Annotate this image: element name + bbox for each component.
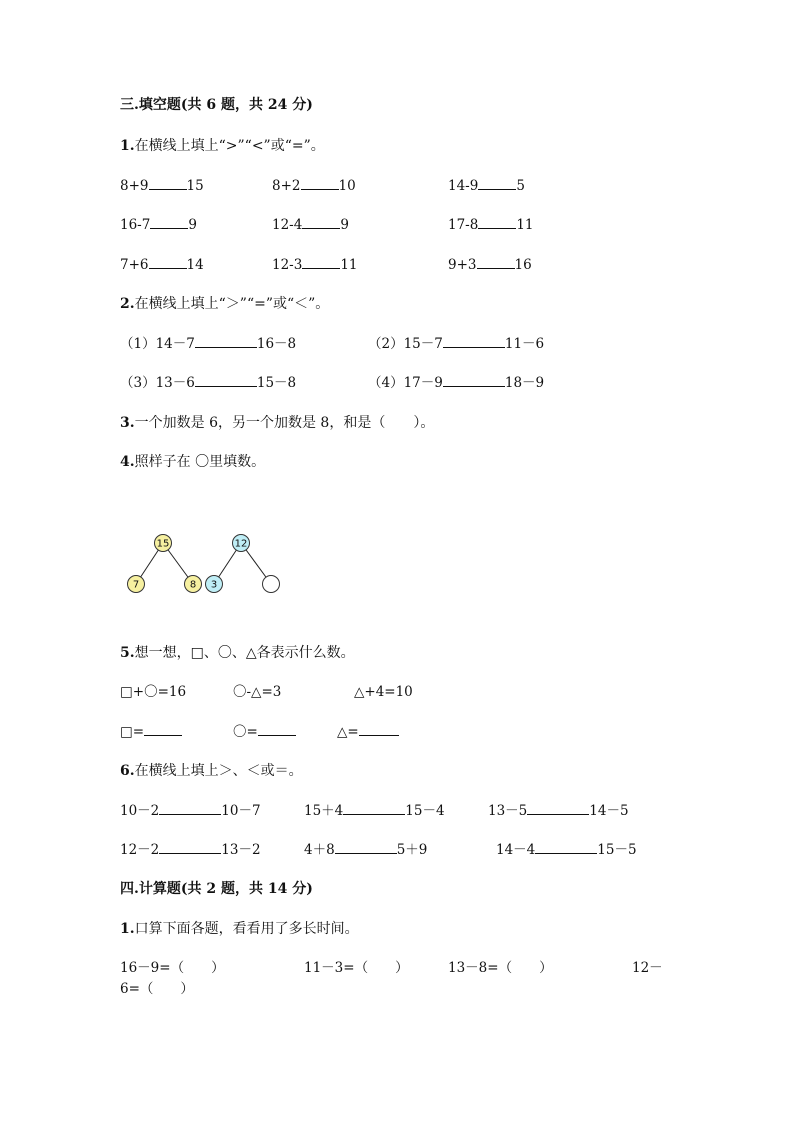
svg-text:12: 12 xyxy=(234,538,248,550)
s4-q1-item[interactable]: 16－9=（ ） xyxy=(120,960,225,976)
svg-text:15: 15 xyxy=(156,538,170,550)
svg-text:8: 8 xyxy=(189,579,197,591)
q5-answer: 〇= xyxy=(233,723,296,741)
q5-text: 想一想，□、〇、△各表示什么数。 xyxy=(134,645,355,661)
answer-blank[interactable] xyxy=(302,216,340,229)
q5-answer: □= xyxy=(120,723,182,741)
q5-equation: △+4=10 xyxy=(354,684,413,700)
q2-text: 在横线上填上“＞”“=”或“＜”。 xyxy=(134,296,330,312)
q1-item: 8+2 10 xyxy=(272,178,356,194)
answer-blank[interactable] xyxy=(478,177,516,190)
answer-blank[interactable] xyxy=(301,177,339,190)
q5-number: 5. xyxy=(120,645,135,661)
q3 xyxy=(120,414,434,432)
q2-number: 2. xyxy=(120,296,135,312)
answer-blank[interactable] xyxy=(149,177,187,190)
q5-header xyxy=(120,644,355,662)
q1-item: 17-8 11 xyxy=(448,217,534,233)
answer-blank[interactable] xyxy=(302,256,340,269)
number-tree-diagram xyxy=(120,528,295,600)
answer-blank[interactable] xyxy=(477,256,515,269)
answer-blank[interactable] xyxy=(535,841,597,854)
tree2-left-circle xyxy=(206,576,223,593)
q1-item: 12-4 9 xyxy=(272,217,349,233)
tree1-right-circle xyxy=(185,576,202,593)
answer-blank[interactable] xyxy=(149,256,187,269)
q2-item: （1）14－7 16－8 xyxy=(120,336,297,352)
s4-q1-item[interactable]: 13－8=（ ） xyxy=(448,960,553,976)
q1-item: 9+3 16 xyxy=(448,257,532,273)
answer-blank[interactable] xyxy=(527,802,589,815)
answer-blank[interactable] xyxy=(144,723,182,736)
q2-item: （4）17－9 18－9 xyxy=(368,375,545,391)
tree2-right-circle-blank[interactable] xyxy=(263,576,280,593)
q6-number: 6. xyxy=(120,763,135,779)
s4-q1-item-wrap[interactable]: 6=（ ） xyxy=(120,981,194,997)
answer-blank[interactable] xyxy=(195,374,257,387)
q2-item: （2）15－7 11－6 xyxy=(368,336,545,352)
q5-answer: △= xyxy=(337,723,399,741)
q4-number: 4. xyxy=(120,454,135,470)
q1-item: 12-3 11 xyxy=(272,257,358,273)
q2-item: （3）13－6 15－8 xyxy=(120,375,297,391)
q1-header xyxy=(120,137,325,155)
tree1-top-circle xyxy=(155,535,172,552)
q6-text: 在横线上填上＞、＜或＝。 xyxy=(134,763,303,779)
q1-item: 16-7 9 xyxy=(120,217,197,233)
q6-item: 13－5 14－5 xyxy=(488,803,629,819)
section4-title: 四.计算题(共 2 题，共 14 分) xyxy=(120,881,313,897)
q6-item: 10－2 10－7 xyxy=(120,803,261,819)
tree2-top-circle xyxy=(233,535,250,552)
q5-equation: □+〇=16 xyxy=(120,684,187,700)
tree1-left-circle xyxy=(128,576,145,593)
answer-blank[interactable] xyxy=(335,841,397,854)
q1-item: 7+6 14 xyxy=(120,257,204,273)
q4-text: 照样子在 〇里填数。 xyxy=(134,454,266,470)
s4-q1-item[interactable]: 12－ xyxy=(632,960,663,976)
answer-blank[interactable] xyxy=(258,723,296,736)
q6-item: 14－4 15－5 xyxy=(496,842,637,858)
answer-blank[interactable] xyxy=(159,841,221,854)
answer-blank[interactable] xyxy=(443,335,505,348)
q6-item: 15＋4 15－4 xyxy=(304,803,445,819)
s4-q1-text: 口算下面各题，看看用了多长时间。 xyxy=(134,921,359,937)
q1-number: 1. xyxy=(120,138,135,154)
q5-equation: 〇-△=3 xyxy=(233,684,282,700)
q6-header xyxy=(120,762,303,780)
q4-header xyxy=(120,453,265,471)
q1-text: 在横线上填上“>”“<”或“=”。 xyxy=(134,138,325,154)
q3-text: 一个加数是 6，另一个加数是 8，和是（ ）。 xyxy=(134,415,435,431)
section3-title: 三.填空题(共 6 题，共 24 分) xyxy=(120,97,313,113)
q2-header xyxy=(120,295,329,313)
answer-blank[interactable] xyxy=(478,216,516,229)
answer-blank[interactable] xyxy=(343,802,405,815)
answer-blank[interactable] xyxy=(195,335,257,348)
q3-number: 3. xyxy=(120,415,135,431)
s4-q1-item[interactable]: 11－3=（ ） xyxy=(304,960,409,976)
q6-item: 12－2 13－2 xyxy=(120,842,261,858)
svg-text:7: 7 xyxy=(132,579,140,591)
q1-item: 14-9 5 xyxy=(448,178,525,194)
q1-item: 8+9 15 xyxy=(120,178,204,194)
s4-q1-header xyxy=(120,920,359,938)
answer-blank[interactable] xyxy=(443,374,505,387)
s4-q1-number: 1. xyxy=(120,921,135,937)
answer-blank[interactable] xyxy=(159,802,221,815)
answer-blank[interactable] xyxy=(359,723,399,736)
svg-text:3: 3 xyxy=(210,579,218,591)
answer-blank[interactable] xyxy=(150,216,188,229)
q6-item: 4＋8 5＋9 xyxy=(304,842,428,858)
